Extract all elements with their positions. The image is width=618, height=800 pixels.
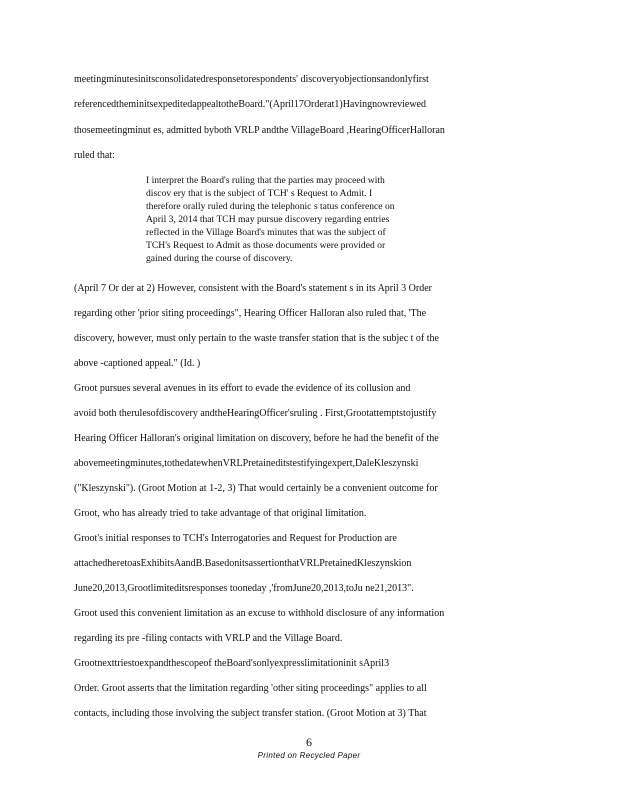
body-line: referencedtheminitsexpeditedappealtotheBoard."(April17Orderat1)Havingnowreviewed (74, 99, 426, 110)
body-line: attachedheretoasExhibitsAandB.BasedonitsassertionthatVRLPretainedKleszynskion (74, 558, 412, 569)
quote-line: April 3, 2014 that TCH may pursue discovery regarding entries (146, 214, 390, 225)
body-line: Groot, who has already tried to take advantage of that original limitation. (74, 508, 367, 519)
body-line: Groot's initial responses to TCH's Interrogatories and Request for Production are (74, 533, 397, 544)
quote-line: TCH's Request to Admit as those documents were provided or (146, 240, 386, 251)
quote-line: I interpret the Board's ruling that the parties may proceed with (146, 175, 385, 186)
body-line: Order. Groot asserts that the limitation regarding 'other siting proceedings" applies to all (74, 683, 427, 694)
body-line: thosemeetingminut es, admitted byboth VRLP andthe VillageBoard ,HearingOfficerHalloran (74, 125, 445, 136)
body-line: discovery, however, must only pertain to the waste transfer station that is the subjec t of the (74, 333, 439, 344)
body-line: ("Kleszynski"). (Groot Motion at 1-2, 3) That would certainly be a convenient outcome for (74, 483, 438, 494)
body-line: avoid both therulesofdiscovery andtheHearingOfficer'sruling . First,Grootattemptstojustify (74, 408, 437, 419)
body-line: regarding other 'prior siting proceedings", Hearing Officer Halloran also ruled that, 'The (74, 308, 427, 319)
body-line: Grootnexttriestoexpandthescopeof theBoard'sonlyexpresslimitationinit sApril3 (74, 658, 390, 669)
body-line: abovemeetingminutes,tothedatewhenVRLPretaineditstestifyingexpert,DaleKleszynski (74, 458, 419, 469)
page-number: 6 (306, 735, 312, 749)
quote-line: gained during the course of discovery. (146, 253, 293, 264)
body-line: Groot pursues several avenues in its effort to evade the evidence of its collusion and (74, 383, 411, 394)
body-line: June20,2013,Grootlimiteditsresponses tooneday ,'fromJune20,2013,toJu ne21,2013". (74, 583, 414, 594)
footer-text: Printed on Recycled Paper (257, 751, 361, 760)
body-line: Groot used this convenient limitation as an excuse to withhold disclosure of any information (74, 608, 445, 619)
quote-line: reflected in the Village Board's minutes that was the subject of (146, 227, 386, 238)
body-line: regarding its pre -filing contacts with VRLP and the Village Board. (74, 633, 343, 644)
body-line: ruled that: (74, 150, 115, 161)
body-line: Hearing Officer Halloran's original limitation on discovery, before he had the benefit of the (74, 433, 439, 444)
body-line: (April 7 Or der at 2) However, consistent with the Board's statement s in its April 3 Order (74, 283, 432, 294)
body-line: meetingminutesinitsconsolidatedresponsetorespondents' discoveryobjectionsandonlyfirst (74, 74, 429, 85)
quote-line: discov ery that is the subject of TCH' s Request to Admit. I (146, 188, 373, 199)
body-line: contacts, including those involving the subject transfer station. (Groot Motion at 3) That (74, 708, 427, 719)
quote-line: therefore orally ruled during the telephonic s tatus conference on (146, 201, 395, 212)
body-line: above -captioned appeal." (Id. ) (74, 358, 201, 369)
